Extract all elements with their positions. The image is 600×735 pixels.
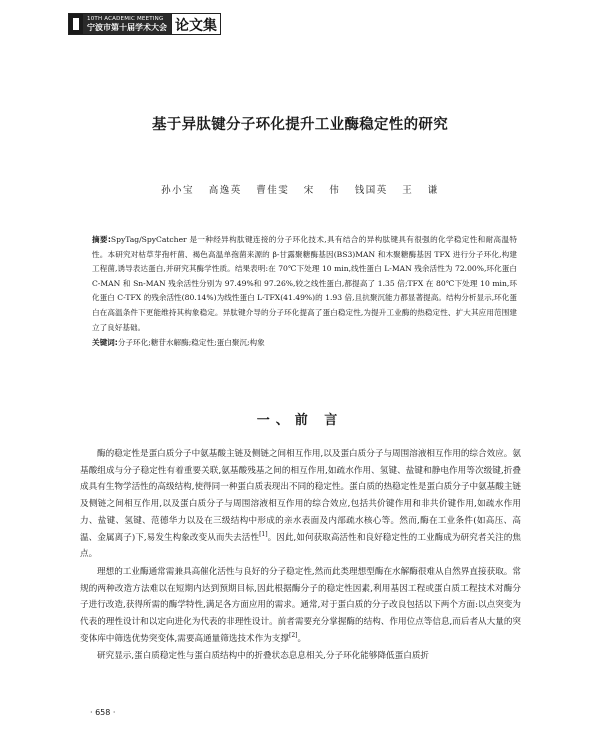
body-paragraph-1 — [80, 446, 521, 563]
citation-ref-1: [1] — [259, 530, 268, 538]
paragraph-2-end: 。 — [297, 633, 307, 644]
abstract-text: SpyTag/SpyCatcher 是一种经异构肽键连接的分子环化技术,具有结合的异构肽键具有很强的化学稳定性和耐高温特性。本研究对枯草芽孢杆菌、褐色高温单孢菌来源的 β-甘露聚糖酶基因(BS3)MAN 和木聚糖酶基因 TFX 进行分子环化,构建工程菌,诱导表达蛋白,并研究其酶学性质。结果表明:在 70℃下处理 10 min,线性蛋白 L-MAN 残余活性为 72.00%,环化蛋白 C-MAN 和 Sn-MAN 残余活性分别为 97.49%和 97.26%,较之线性蛋白,都提高了 1.35 倍;TFX 在 80℃下处理 10 min,环化蛋白 C-TFX 的残余活性(80.14%)为线性蛋白 L-TFX(41.49%)的 1.93 倍,且抗聚沉能力都显著提高。结构分析显示,环化蛋白在高温条件下更能维持其构象稳定。异肽键介导的分子环化提高了蛋白稳定性,为提升工业酶的热稳定性、扩大其应用范围建立了良好基础。 — [92, 235, 517, 332]
page-number: · 658 · — [90, 708, 116, 717]
author-list: 孙小宝 高逸英 曹佳雯 宋 伟 钱国英 王 谦 — [161, 185, 439, 196]
abstract-paragraph — [92, 233, 517, 335]
keywords-line — [92, 336, 517, 351]
body-paragraph-2 — [80, 564, 521, 648]
paragraph-2-text: 理想的工业酶通常需兼具高催化活性与良好的分子稳定性,然而此类理想型酶在水解酶很难从自然界直接获取。常规的两种改造方法难以在短期内达到预期目标,因此根据酶分子的稳定性因素,利用基因工程或蛋白质工程技术对酶分子进行改造,获得所需的酶学特性,满足各方面应用的需求。通常,对于蛋白质的分子改良包括以下两个方面:以点突变为代表的理性设计和以定向进化为代表的非理性设计。前者需要充分掌握酶的结构、作用位点等信息,而后者从大量的突变体库中筛选优势突变体,需要高通量筛选技术作为支撑 — [80, 566, 522, 644]
proceedings-tag: 论文集 — [171, 14, 220, 34]
conference-name — [83, 14, 171, 34]
paper-title: 基于异肽键分子环化提升工业酶稳定性的研究 — [152, 117, 448, 133]
paragraph-1-text: 酶的稳定性是蛋白质分子中氨基酸主链及侧链之间相互作用,以及蛋白质分子与周围溶液相互作用的综合效应。氨基酸组成与分子稳定性有着重要关联,氨基酸残基之间的相互作用,如疏水作用、氢键、盐键和静电作用等次级键,折叠成具有生物学活性的高级结构,使得同一种蛋白质表现出不同的稳定性。蛋白质的热稳定性是蛋白质分子中氨基酸主链及侧链之间相互作用,以及蛋白质分子与周围溶液相互作用的综合效应,包括共价键作用和非共价键作用,如疏水作用力、盐键、氢键、范德华力以及在三级结构中形成的亲水表面及内部疏水核心等。然而,酶在工业条件(如高压、高温、金属离子)下,易发生构象改变从而失去活性 — [80, 449, 522, 543]
conference-name-english: 10TH ACADEMIC MEETING — [87, 16, 164, 22]
conference-header-badge — [68, 13, 221, 35]
abstract-block — [92, 233, 517, 351]
paragraph-1-end: 。因此,如何获取高活性和良好稳定性的工业酶成为研究者关注的焦点。 — [80, 532, 522, 560]
paragraph-3-text: 研究显示,蛋白质稳定性与蛋白质结构中的折叠状态息息相关,分子环化能够降低蛋白质折 — [97, 651, 430, 662]
citation-ref-2: [2] — [288, 631, 298, 639]
abstract-label: 摘要: — [92, 235, 111, 244]
conference-name-chinese: 宁波市第十届学术大会 — [87, 23, 167, 32]
section-heading-introduction: 一、前 言 — [256, 413, 344, 428]
keywords-text: 分子环化;糖苷水解酶;稳定性;蛋白聚沉;构象 — [117, 338, 265, 348]
keywords-label: 关键词: — [92, 338, 118, 348]
conference-logo-icon — [69, 14, 83, 34]
body-paragraph-3 — [80, 648, 521, 665]
body-text — [80, 446, 521, 665]
